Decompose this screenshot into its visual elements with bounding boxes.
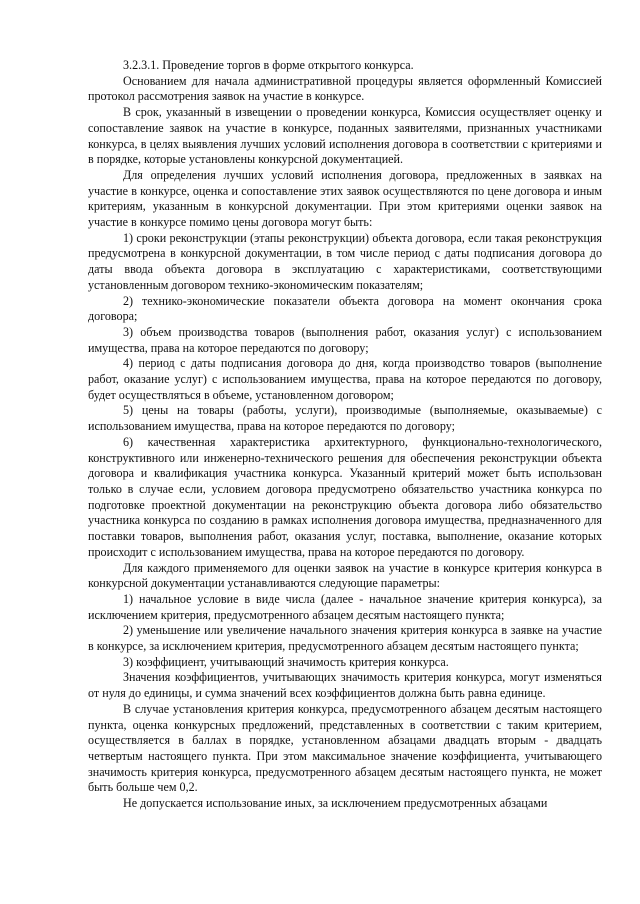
parameter-item-3: 3) коэффициент, учитывающий значимость критерия конкурса. xyxy=(123,654,449,669)
paragraph-evaluation-term: В срок, указанный в извещении о проведении конкурса, Комиссия осуществляет оценку и сопоставление заявок на участие в конкурсе, поданных заявителями, признанных участниками конкурса, в целях выявления лучших условий исполнения договора в соответствии с критериями и в порядке, которые установлены конкурсной документацией. xyxy=(88,105,602,167)
criterion-item-2: 2) технико-экономические показатели объекта договора на момент окончания срока договора; xyxy=(88,293,602,324)
parameter-item-1: 1) начальное условие в виде числа (далее - начальное значение критерия конкурса), за исключением критерия, предусмотренного абзацем десятым настоящего пункта; xyxy=(88,591,602,622)
paragraph-criteria-intro: Для определения лучших условий исполнения договора, предложенных в заявках на участие в конкурсе, оценка и сопоставление этих заявок осуществляются по цене договора и иным критериям, указанным в конкурсной документации. При этом критериями оценки заявок на участие в конкурсе помимо цены договора могут быть: xyxy=(88,167,602,230)
paragraph-parameters-intro: Для каждого применяемого для оценки заявок на участие в конкурсе критерия конкурса в конкурсной документации устанавливаются следующие параметры: xyxy=(88,560,602,591)
paragraph-not-allowed: Не допускается использование иных, за исключением предусмотренных абзацами xyxy=(123,796,548,811)
paragraph-coefficients: Значения коэффициентов, учитывающих значимость критерия конкурса, могут изменяться от нуля до единицы, и сумма значений всех коэффициентов должна быть равна единице. xyxy=(88,670,602,701)
section-heading: 3.2.3.1. Проведение торгов в форме открытого конкурса. xyxy=(123,58,414,72)
paragraph-scoring: В случае установления критерия конкурса, предусмотренного абзацем десятым настоящего пункта, оценка конкурсных предложений, представленных в соответствии с таким критерием, осуществляется в баллах в порядке, установленном абзацами двадцать вторым - двадцать четвертым настоящего пункта. При этом максимальное значение коэффициента, учитывающего значимость критерия конкурса, предусмотренного абзацем десятым настоящего пункта, не может быть больше чем 0,2. xyxy=(88,701,602,795)
criterion-item-3: 3) объем производства товаров (выполнения работ, оказания услуг) с использованием имущества, права на которое передаются по договору; xyxy=(88,324,602,355)
criterion-item-5: 5) цены на товары (работы, услуги), производимые (выполняемые, оказываемые) с использованием имущества, права на которое передаются по договору; xyxy=(88,403,602,434)
criterion-item-6: 6) качественная характеристика архитектурного, функционально-технологического, конструктивного или инженерно-технического решения для обеспечения реконструкции объекта договора и квалификация участника конкурса. Указанный критерий может быть использован только в случае если, условием договора предусмотрено обязательство участника конкурса по подготовке проектной документации на реконструкцию объекта договора либо обязательство участника конкурса по созданию в рамках исполнения договора имущества, предназначенного для поставки товаров, выполнения работ, оказания услуг, поставка, выполнение, оказание которых происходит с использованием имущества, права на которое передаются по договору. xyxy=(88,434,602,559)
criterion-item-1: 1) сроки реконструкции (этапы реконструкции) объекта договора, если такая реконструкция предусмотрена в конкурсной документации, в том числе период с даты подписания договора до даты ввода объекта договора в эксплуатацию с характеристиками, соответствующими установленным договором технико-экономическим показателям; xyxy=(88,230,602,292)
parameter-item-2: 2) уменьшение или увеличение начального значения критерия конкурса в заявке на участие в конкурсе, за исключением критерия, предусмотренного абзацем десятым настоящего пункта; xyxy=(88,623,602,654)
criterion-item-4: 4) период с даты подписания договора до дня, когда производство товаров (выполнение работ, оказание услуг) с использованием имущества, права на которое передаются по договору, будет осуществляться в объеме, установленном договором; xyxy=(88,356,602,402)
paragraph-basis: Основанием для начала административной процедуры является оформленный Комиссией протокол рассмотрения заявок на участие в конкурсе. xyxy=(88,73,602,104)
